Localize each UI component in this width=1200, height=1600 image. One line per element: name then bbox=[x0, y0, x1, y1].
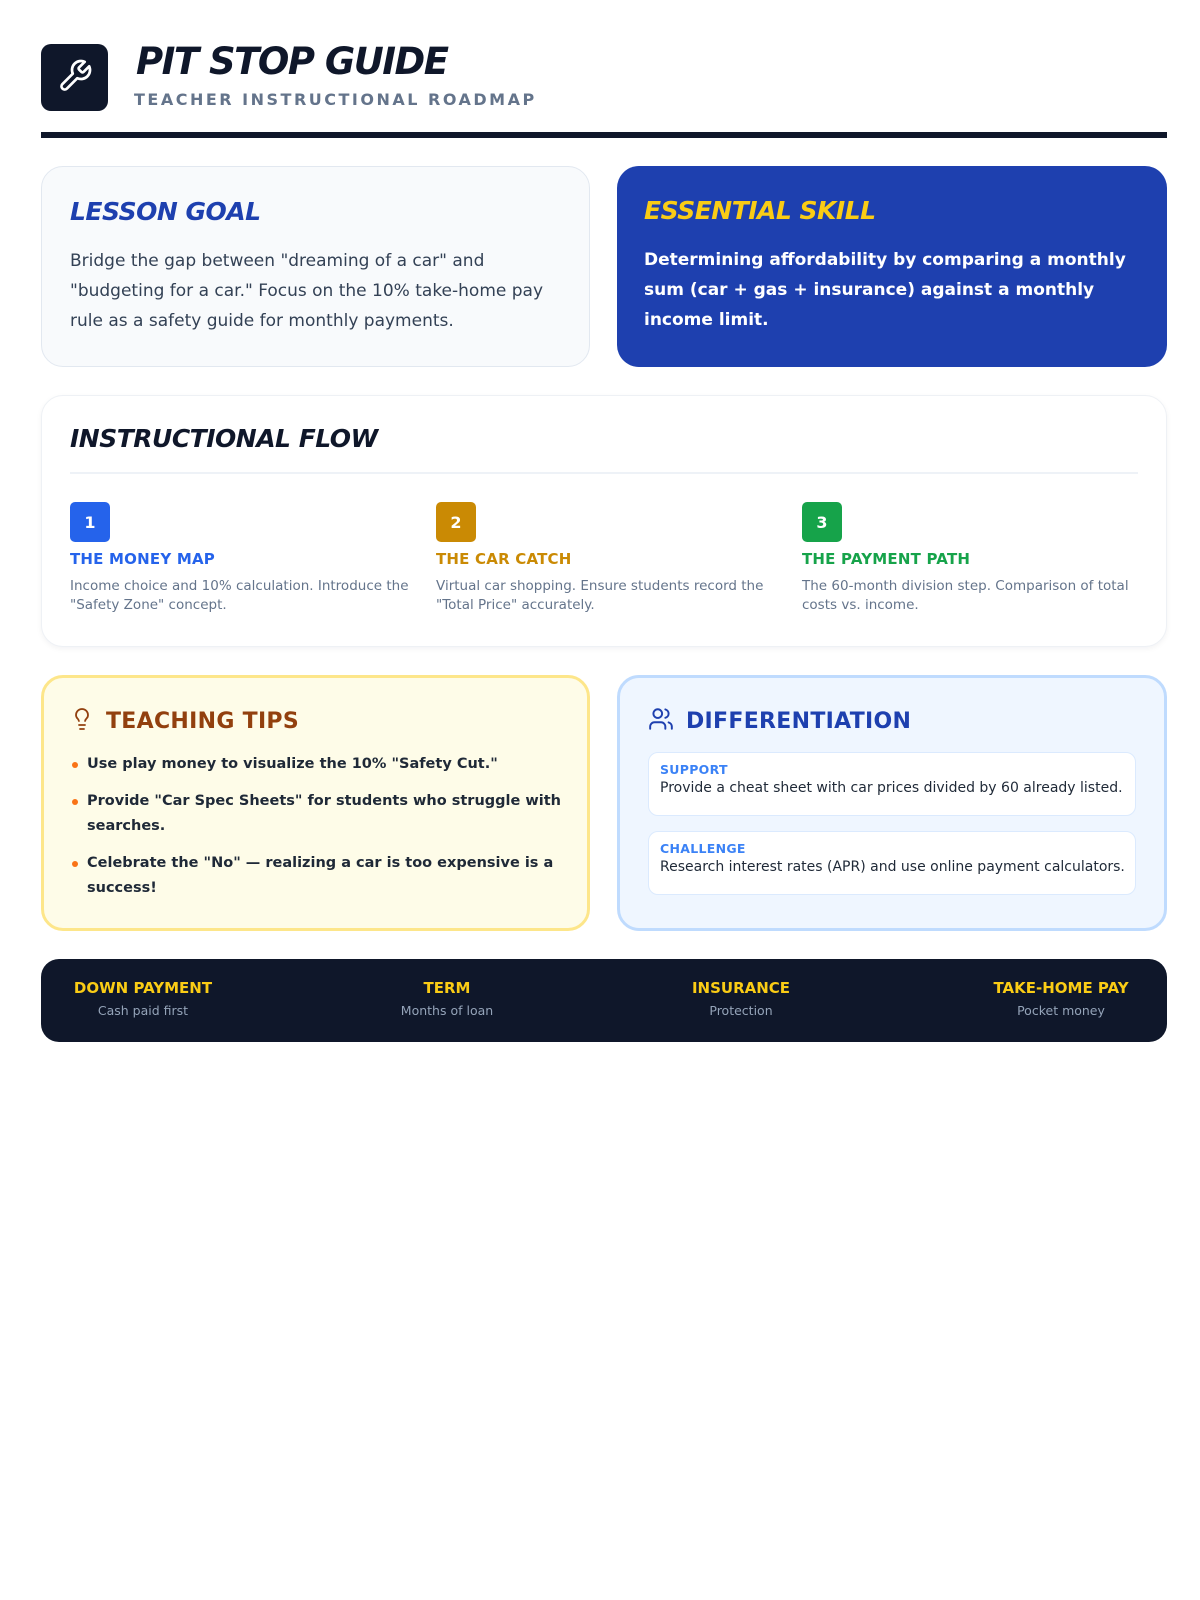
logo-badge bbox=[41, 44, 108, 111]
header bbox=[41, 40, 1167, 140]
support-text: Provide a cheat sheet with car prices divided by 60 already listed. bbox=[660, 780, 1123, 796]
vocab-term: DOWN PAYMENT bbox=[73, 979, 213, 997]
step-title: THE CAR CATCH bbox=[436, 550, 572, 568]
vocab-definition: Months of loan bbox=[400, 1003, 494, 1018]
step-description: The 60-month division step. Comparison of total costs vs. income. bbox=[802, 578, 1129, 613]
step-description: Virtual car shopping. Ensure students record the "Total Price" accurately. bbox=[436, 578, 764, 613]
lesson-goal-card bbox=[41, 166, 590, 367]
step-description: Income choice and 10% calculation. Introduce the "Safety Zone" concept. bbox=[70, 578, 409, 613]
list-item: Celebrate the "No" — realizing a car is too expensive is a success! bbox=[70, 851, 561, 901]
lightbulb-icon bbox=[70, 706, 94, 736]
lesson-goal-text: Bridge the gap between "dreaming of a car" and "budgeting for a car." Focus on the 10% take-home pay rule as a safety guide for monthly payments. bbox=[70, 251, 544, 331]
teaching-tips-heading: TEACHING TIPS bbox=[106, 708, 299, 734]
list-item: Provide "Car Spec Sheets" for students who struggle with searches. bbox=[70, 789, 561, 839]
instructional-flow-card bbox=[41, 395, 1167, 647]
vocab-down-payment bbox=[71, 979, 215, 1018]
vocab-term: INSURANCE bbox=[691, 979, 791, 997]
support-box bbox=[648, 752, 1136, 816]
page-subtitle: TEACHER INSTRUCTIONAL ROADMAP bbox=[134, 90, 537, 109]
differentiation-header bbox=[648, 706, 1136, 736]
vocab-term: TAKE-HOME PAY bbox=[993, 979, 1129, 997]
step-title: THE PAYMENT PATH bbox=[802, 550, 971, 568]
flow-divider bbox=[70, 472, 1138, 474]
teaching-tips-list bbox=[70, 752, 561, 901]
vocabulary-bar bbox=[41, 959, 1167, 1042]
instructional-flow-heading: INSTRUCTIONAL FLOW bbox=[70, 424, 378, 453]
flow-step-car-catch bbox=[436, 502, 776, 615]
header-divider bbox=[41, 132, 1167, 138]
lesson-goal-heading: LESSON GOAL bbox=[70, 197, 261, 226]
users-icon bbox=[648, 706, 674, 736]
essential-skill-heading: ESSENTIAL SKILL bbox=[644, 196, 876, 225]
step-number-badge: 3 bbox=[802, 502, 842, 542]
challenge-box bbox=[648, 831, 1136, 895]
teaching-tips-card bbox=[41, 675, 590, 931]
vocab-term-months bbox=[397, 979, 497, 1018]
step-number-badge: 1 bbox=[70, 502, 110, 542]
step-number-badge: 2 bbox=[436, 502, 476, 542]
challenge-text: Research interest rates (APR) and use online payment calculators. bbox=[660, 859, 1125, 875]
essential-skill-text: Determining affordability by comparing a monthly sum (car + gas + insurance) against a monthly income limit. bbox=[644, 250, 1126, 330]
differentiation-heading: DIFFERENTIATION bbox=[686, 708, 912, 734]
list-item: Use play money to visualize the 10% "Safety Cut." bbox=[70, 752, 561, 777]
teaching-tips-header bbox=[70, 706, 561, 736]
page-title: PIT STOP GUIDE bbox=[136, 40, 448, 83]
flow-step-payment-path bbox=[802, 502, 1142, 615]
step-title: THE MONEY MAP bbox=[70, 550, 215, 568]
vocab-term: TERM bbox=[423, 979, 471, 997]
wrench-icon bbox=[57, 58, 93, 98]
vocab-definition: Cash paid first bbox=[97, 1003, 189, 1018]
vocab-definition: Pocket money bbox=[1017, 1003, 1105, 1018]
vocab-insurance bbox=[691, 979, 791, 1018]
challenge-label: CHALLENGE bbox=[660, 841, 746, 856]
differentiation-card bbox=[617, 675, 1167, 931]
flow-step-money-map bbox=[70, 502, 410, 615]
vocab-take-home-pay bbox=[986, 979, 1136, 1018]
vocab-definition: Protection bbox=[709, 1003, 773, 1018]
support-label: SUPPORT bbox=[660, 762, 728, 777]
essential-skill-card bbox=[617, 166, 1167, 367]
